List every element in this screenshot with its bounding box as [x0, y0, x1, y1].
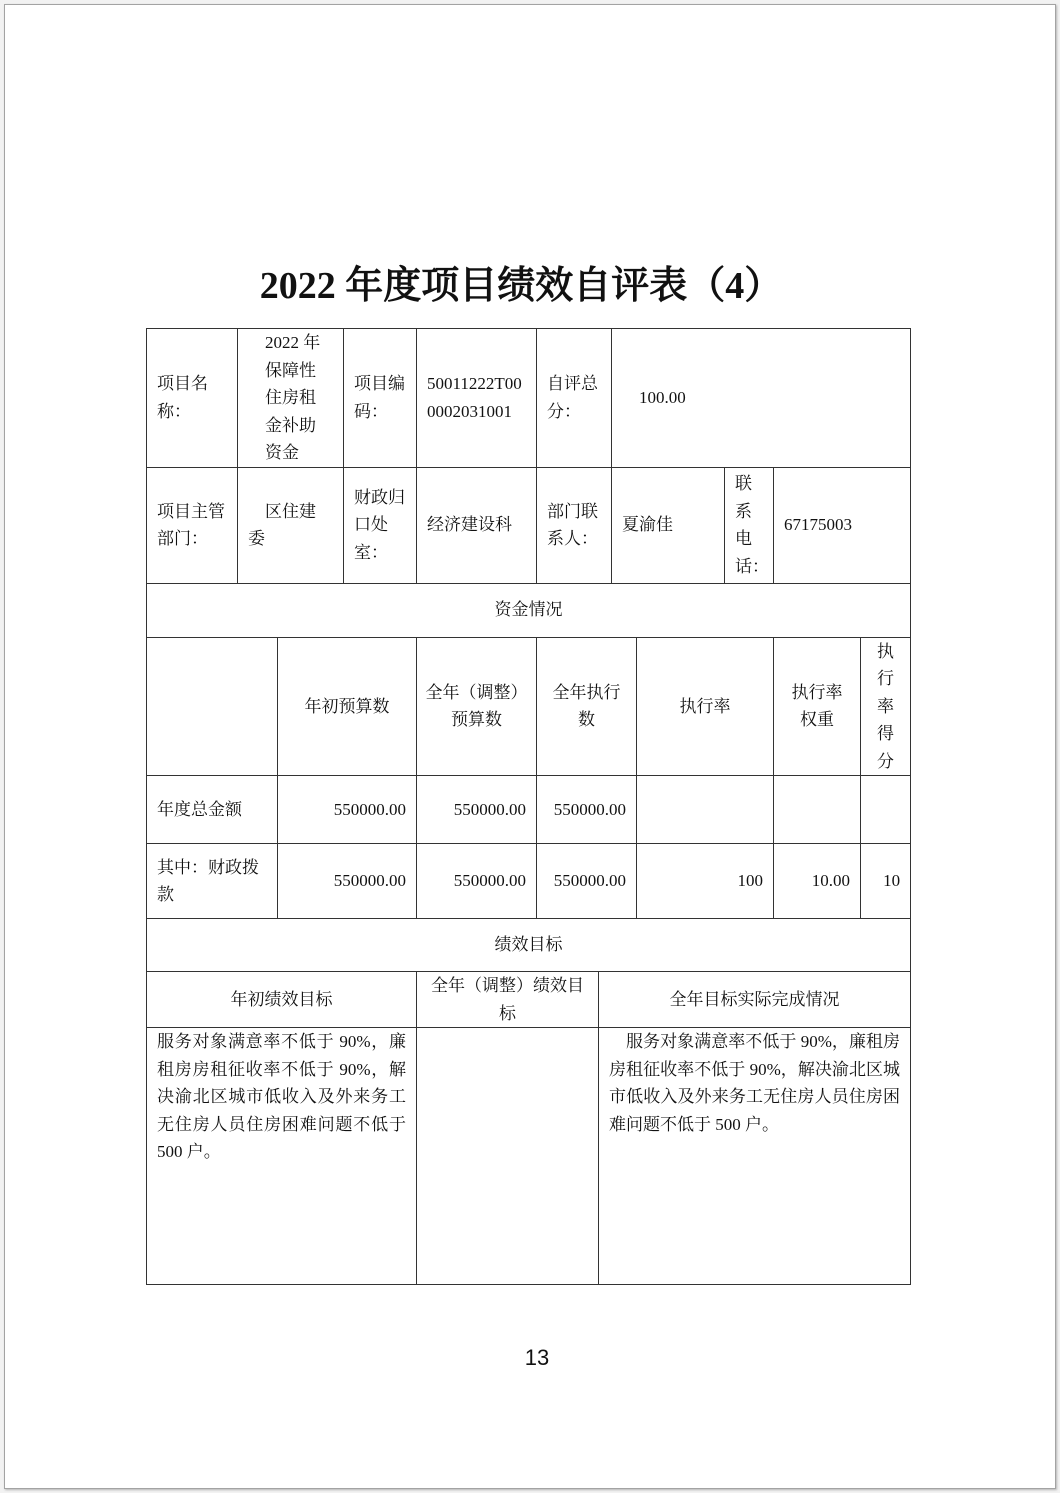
project-code-label: 项目编码：	[344, 329, 417, 468]
goals-section-row	[147, 919, 911, 972]
header-rate-weight: 执行率权重	[774, 637, 861, 776]
header-actual-completion: 全年目标实际完成情况	[599, 972, 911, 1028]
header-initial-budget: 年初预算数	[278, 637, 417, 776]
self-evaluation-table	[146, 328, 911, 1285]
total-amount-label: 年度总金额	[147, 776, 278, 844]
funds-section-row	[147, 583, 911, 637]
finance-office-label: 财政归口处室：	[344, 467, 417, 583]
total-rate-score	[861, 776, 911, 844]
funds-total-row	[147, 776, 911, 844]
initial-goal-text: 服务对象满意率不低于 90%，廉租房房租征收率不低于 90%，解决渝北区城市低收入及外来务工无住房人员住房困难问题不低于 500 户。	[147, 1028, 417, 1285]
department-info-row	[147, 467, 911, 583]
document-title: 2022 年度项目绩效自评表（4）	[259, 265, 783, 307]
total-initial-budget: 550000.00	[278, 776, 417, 844]
funds-fiscal-row	[147, 844, 911, 919]
phone-label: 联系电话：	[725, 467, 774, 583]
goals-section-title: 绩效目标	[147, 919, 911, 972]
header-adjusted-budget: 全年（调整）预算数	[417, 637, 537, 776]
header-executed: 全年执行数	[537, 637, 637, 776]
total-rate-weight	[774, 776, 861, 844]
project-info-row	[147, 329, 911, 468]
fiscal-adjusted-budget: 550000.00	[417, 844, 537, 919]
phone-value: 67175003	[774, 467, 911, 583]
fiscal-allocation-label: 其中：财政拨款	[147, 844, 278, 919]
project-name-value: 2022 年保障性住房租金补助资金	[238, 329, 344, 468]
department-label: 项目主管部门：	[147, 467, 238, 583]
page-number: 13	[524, 1345, 550, 1370]
header-adjusted-goal: 全年（调整）绩效目标	[417, 972, 599, 1028]
funds-header-row	[147, 637, 911, 776]
self-score-value: 100.00	[612, 329, 911, 468]
funds-header-blank	[147, 637, 278, 776]
fiscal-rate-weight: 10.00	[774, 844, 861, 919]
total-executed: 550000.00	[537, 776, 637, 844]
header-execution-rate: 执行率	[637, 637, 774, 776]
total-adjusted-budget: 550000.00	[417, 776, 537, 844]
fiscal-initial-budget: 550000.00	[278, 844, 417, 919]
project-code-value: 50011222T000002031001	[417, 329, 537, 468]
finance-office-value: 经济建设科	[417, 467, 537, 583]
project-name-label: 项目名称：	[147, 329, 238, 468]
header-initial-goal: 年初绩效目标	[147, 972, 417, 1028]
goals-header-row	[147, 972, 911, 1028]
funds-section-title: 资金情况	[147, 583, 911, 637]
contact-person-value: 夏渝佳	[612, 467, 725, 583]
fiscal-rate-score: 10	[861, 844, 911, 919]
header-rate-score: 执行率得分	[861, 637, 911, 776]
self-score-label: 自评总分：	[537, 329, 612, 468]
adjusted-goal-text	[417, 1028, 599, 1285]
department-value: 区住建委	[238, 467, 344, 583]
contact-person-label: 部门联系人：	[537, 467, 612, 583]
total-execution-rate	[637, 776, 774, 844]
goals-content-row	[147, 1028, 911, 1285]
fiscal-executed: 550000.00	[537, 844, 637, 919]
actual-completion-text: 服务对象满意率不低于 90%，廉租房房租征收率不低于 90%，解决渝北区城市低收入及外来务工无住房人员住房困难问题不低于 500 户。	[599, 1028, 911, 1285]
fiscal-execution-rate: 100	[637, 844, 774, 919]
